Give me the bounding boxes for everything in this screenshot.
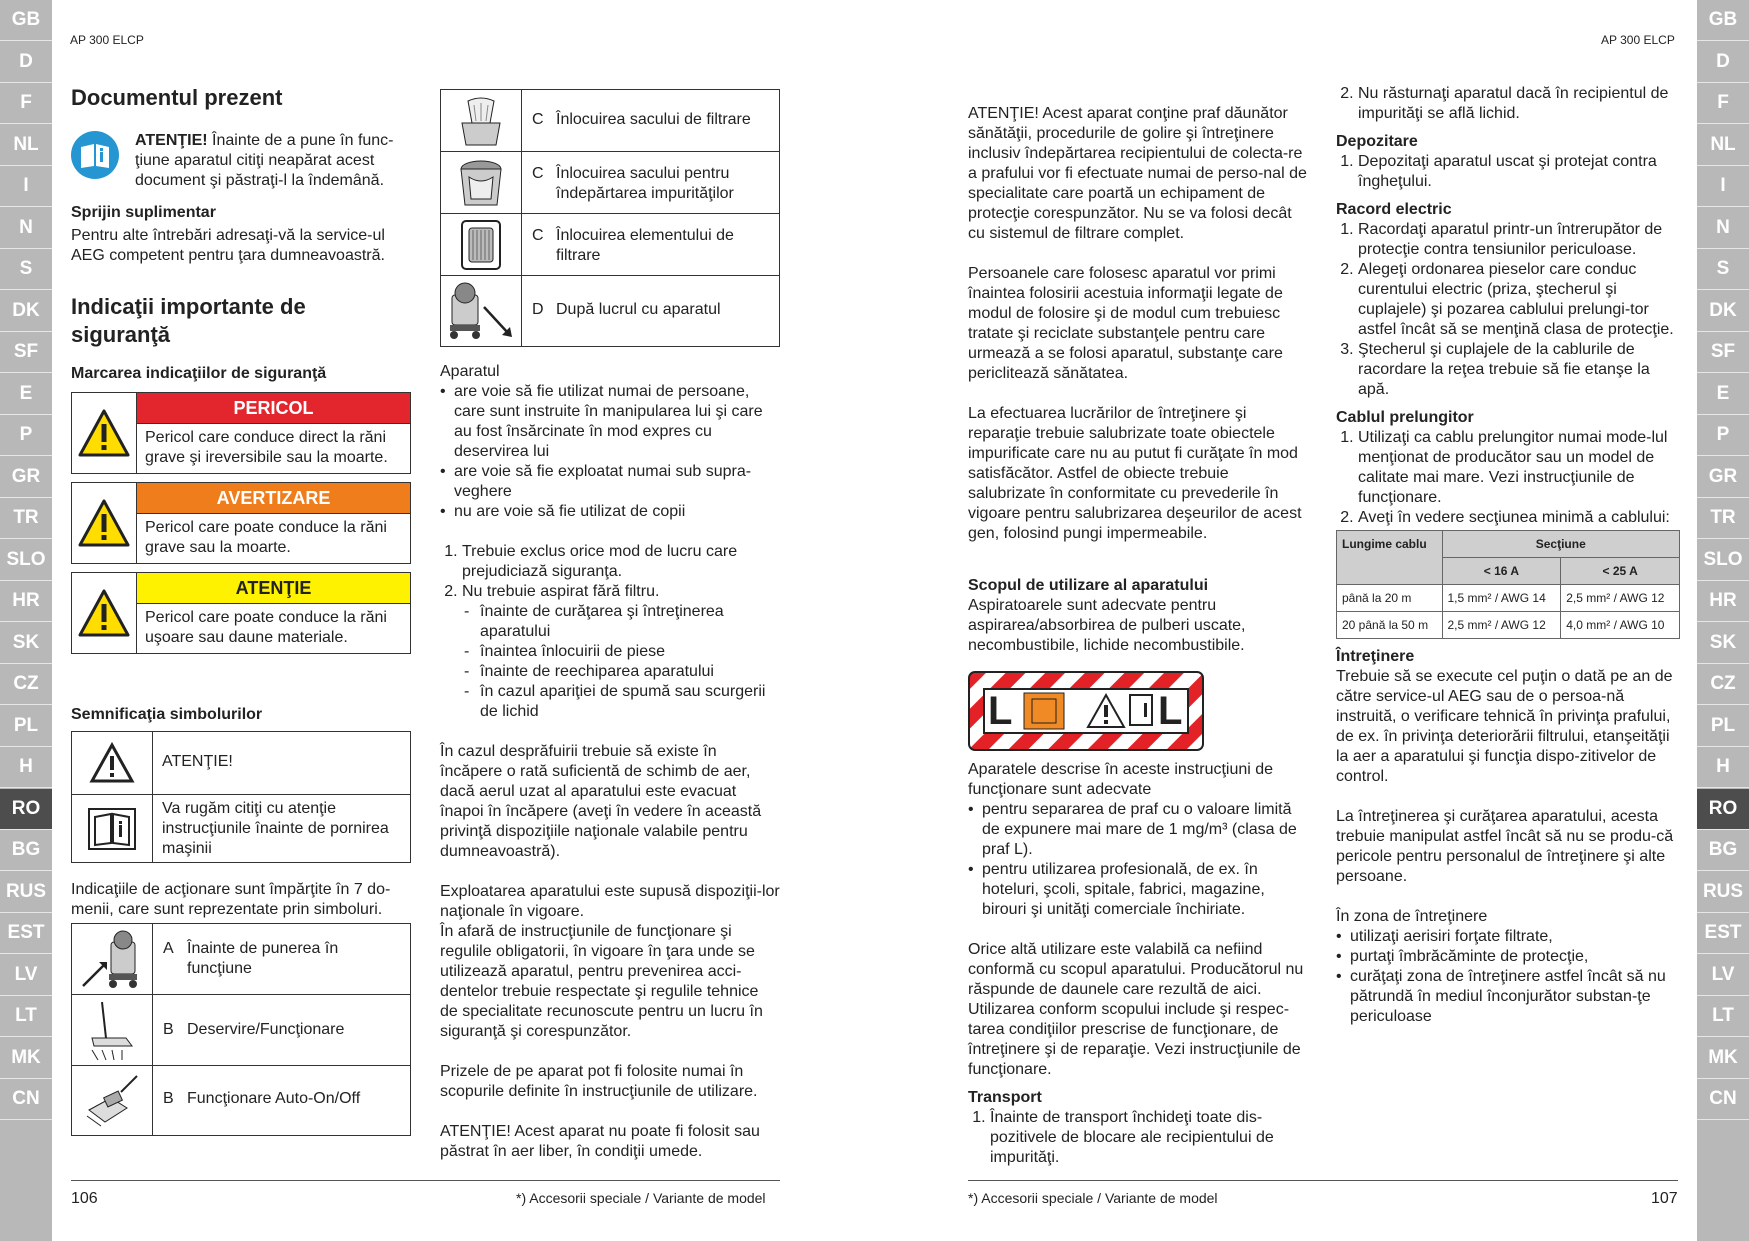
dash-item: - înaintea înlocuirii de piese [480,642,780,662]
cable-col-section: Secţiune [1442,531,1680,558]
hazard-text: Pericol care poate conduce la răni grave sau la moarte. [145,519,387,556]
language-tab-f[interactable]: F [0,83,52,124]
language-tab-bg[interactable]: BG [0,830,52,871]
domain-text: Înlocuirea sacului pentru îndepărtarea impurităţilor [556,165,734,202]
language-tab-cn[interactable]: CN [0,1079,52,1120]
language-tab-nl[interactable]: NL [0,125,52,166]
language-tab-cn[interactable]: CN [1697,1079,1749,1120]
dash-item: - în cazul apariţiei de spumă sau scurgerii de lichid [480,682,780,722]
language-tab-rus[interactable]: RUS [0,872,52,913]
language-tab-est[interactable]: EST [0,913,52,954]
language-tab-hr[interactable]: HR [1697,581,1749,622]
symbol-text: ATENŢIE! [162,753,233,770]
purpose-text: Aspiratoarele sunt adecvate pentru aspirarea/absorbirea de pulberi uscate, necombustibile, lichide necombustibile. [968,597,1246,654]
footer-note: *) Accesorii speciale / Variante de model [968,1190,1218,1206]
electric-heading: Racord electric [1336,201,1452,218]
hazard-label: AVERTIZARE [137,483,410,514]
domains-table [71,923,411,1136]
table-row [1337,585,1680,612]
care-heading: Întreţinere [1336,648,1415,665]
language-tab-cz[interactable]: CZ [1697,664,1749,705]
hazard-label: ATENŢIE [137,573,410,604]
zone-item: • curăţaţi zona de întreţinere astfel încât să nu pătrundă în mediul înconjurător substan-ţe periculoase [1350,967,1676,1027]
language-tab-d[interactable]: D [1697,42,1749,83]
dirt-bag-icon [441,152,522,213]
storage-item: 1. Depozitaţi aparatul uscat şi protejat contra îngheţului. [1358,152,1676,192]
domain-row [441,214,779,276]
safety-rule-text: Nu trebuie aspirat fără filtru. [462,583,660,600]
hazard-text: Pericol care conduce direct la răni grave şi ireversibile sau la moarte. [145,429,388,466]
language-tab-gb[interactable]: GB [0,0,52,41]
filter-bag-icon [441,90,522,151]
vacuum-start-icon [72,924,153,994]
language-tab-est[interactable]: EST [1697,913,1749,954]
maintenance-paragraph: La efectuarea lucrărilor de întreţinere şi reparaţie trebuie salubrizate toate obiectele impurificate care nu au putut fi curăţate în mod satisfăcător. Astfel de obiecte trebuie salubrizate în conformitate cu prevederile în vigoare pentru salubrizarea deşeurilor de acest gen, folosind pungi impermeabile. [968,405,1302,542]
language-tab-hr[interactable]: HR [0,581,52,622]
domain-text: După lucrul cu aparatul [556,301,721,318]
language-tab-e[interactable]: E [0,374,52,415]
transport-item: 1. Înainte de transport închideţi toate dis-pozitivele de blocare ale recipientului de impurităţi. [990,1108,1308,1168]
language-tab-ro[interactable]: RO [1697,789,1749,830]
symbol-row [72,795,410,862]
language-tab-lt[interactable]: LT [0,996,52,1037]
language-tab-dk[interactable]: DK [0,291,52,332]
dust-paragraph: În cazul desprăfuirii trebuie să existe în încăpere o rată suficientă de schimb de aer, dacă aerul uzat al aparatului este evacuat înapoi în încăpere (aveţi în vedere în această privinţă dispoziţiile naţionale valabile pentru dumneavoastră). [440,743,762,860]
transport-heading: Transport [968,1089,1042,1106]
language-tab-sk[interactable]: SK [0,623,52,664]
purpose-heading: Scopul de utilizare al aparatului [968,577,1209,594]
domain-letter: C [532,227,544,244]
language-tab-lv[interactable]: LV [1697,955,1749,996]
language-tab-pl[interactable]: PL [0,706,52,747]
header-model-right: AP 300 ELCP [1601,33,1675,47]
language-tab-s[interactable]: S [0,249,52,290]
language-tab-gb[interactable]: GB [1697,0,1749,41]
electric-item: 2. Alegeţi ordonarea pieselor care conduc curentului electric (priza, ştecherul şi cuplajele) şi pozarea cablului prelungi-tor astfel încât să se menţină clasa de protecţie. [1358,260,1676,340]
safety-title: Indicaţii importante de siguranţă [71,294,306,347]
language-tab-tr[interactable]: TR [0,498,52,539]
safety-rule [462,582,780,602]
marking-heading: Marcarea indicaţiilor de siguranţă [71,365,327,382]
cable-length-cell: 20 până la 50 m [1337,612,1443,639]
device-bullet: • are voie să fie exploatat numai sub supra-veghere [454,462,780,502]
hazard-warning-icon [72,393,137,473]
domains-table-2 [440,89,780,347]
cable-col-16a: < 16 A [1442,558,1561,585]
right-col1 [968,104,1308,656]
cable-length-cell: până la 20 m [1337,585,1443,612]
language-tab-e[interactable]: E [1697,374,1749,415]
language-tab-n[interactable]: N [1697,208,1749,249]
footer-divider [968,1180,1678,1181]
warning-triangle-icon [72,732,153,794]
rules-paragraph: În afară de instrucţiunile de funcţionare şi regulile obligatorii, în vigoare în ţara unde se utilizează aparatul, pentru prevenirea acci-dentelor trebuie respectate şi regulile tehnice de specialitate recunoscute pentru un lucru în siguranţă şi corespunzător. [440,923,763,1040]
page-title: Documentul prezent [71,85,283,110]
dust-class-letter-left: L [988,689,1013,733]
language-tab-p[interactable]: P [0,415,52,456]
devices-text: Aparatele descrise în aceste instrucţiuni de funcţionare sunt adecvate [968,761,1274,798]
language-tab-pl[interactable]: PL [1697,706,1749,747]
vacuum-after-use-icon [441,276,522,346]
language-tab-nl[interactable]: NL [1697,125,1749,166]
hazard-warning-icon [72,483,137,563]
cable-table [1336,530,1680,639]
filter-element-icon [441,214,522,275]
domain-text: Înlocuirea elementului de filtrare [556,227,734,264]
dust-class-l-label [968,671,1204,751]
language-tab-s[interactable]: S [1697,249,1749,290]
cable-16a-cell: 2,5 mm² / AWG 12 [1442,612,1561,639]
language-tab-lt[interactable]: LT [1697,996,1749,1037]
cable-25a-cell: 2,5 mm² / AWG 12 [1561,585,1680,612]
exploit-paragraph: Exploatarea aparatului este supusă dispoziţii-lor naţionale în vigoare. [440,883,780,920]
language-tab-sf[interactable]: SF [1697,332,1749,373]
extension-item: 1. Utilizaţi ca cablu prelungitor numai mode-lul menţionat de producător sau un model de calitate mai mare. Vezi instrucţiunile de funcţionare. [1358,428,1676,508]
zone-item: • purtaţi îmbrăcăminte de protecţie, [1350,947,1676,967]
hazard-box [71,482,411,564]
other-use-paragraph: Orice altă utilizare este valabilă ca nefiind conformă cu scopul aparatului. Producătorul nu răspunde de daunele care rezultă de aici. Utilizarea conform scopului include şi respec-tarea condiţiilor prescrise de funcţionare, de întreţinere şi de reparaţie. Vezi instrucţiunile de funcţionare. [968,941,1304,1078]
info-book-icon [70,130,120,180]
safety-rule: 1. Trebuie exclus orice mod de lucru care prejudiciază siguranţa. [462,542,780,582]
attention-note [135,131,411,191]
symbol-row [72,732,410,795]
cable-col-25a: < 25 A [1561,558,1680,585]
symbols-table [71,731,411,863]
hazard-label: PERICOL [137,393,410,424]
device-section [440,362,780,1162]
domain-letter: C [532,111,544,128]
language-tab-gr[interactable]: GR [0,457,52,498]
language-sidebar-left [0,0,52,1241]
care-text: Trebuie să se execute cel puţin o dată pe an de către service-ul AEG sau de o persoa-nă instruită, o verificare tehnică în privinţa prafului, de ex. în privinţa deteriorării filtrului, etanşeităţii la aer a aparatului şi funcţia dispo-zitivelor de control. [1336,668,1673,785]
floor-nozzle-icon [72,995,153,1065]
language-tab-d[interactable]: D [0,42,52,83]
domain-row [72,1066,410,1135]
language-tab-bg[interactable]: BG [1697,830,1749,871]
electric-item: 3. Ştecherul şi cuplajele de la cablurile de racordare la reţea trebuie să fie etanşe la apă. [1358,340,1676,400]
domain-letter: A [163,940,174,957]
header-model-left: AP 300 ELCP [70,33,144,47]
language-tab-h[interactable]: H [1697,747,1749,788]
domain-text: Deservire/Funcţionare [187,1021,345,1038]
outdoor-paragraph: ATENŢIE! Acest aparat nu poate fi folosit sau păstrat în aer liber, în condiţii umede. [440,1123,760,1160]
hazard-box [71,572,411,654]
domain-text: Funcţionare Auto-On/Off [187,1090,361,1107]
domains-intro: Indicaţiile de acţionare sunt împărţite în 7 do-menii, care sunt reprezentate prin simboluri. [71,881,391,918]
language-tab-rus[interactable]: RUS [1697,872,1749,913]
language-tab-cz[interactable]: CZ [0,664,52,705]
cable-16a-cell: 1,5 mm² / AWG 14 [1442,585,1561,612]
extension-heading: Cablul prelungitor [1336,409,1474,426]
language-tab-h[interactable]: H [0,747,52,788]
storage-heading: Depozitare [1336,133,1418,150]
domain-letter: D [532,301,544,318]
support-heading: Sprijin suplimentar [71,204,216,221]
language-tab-gr[interactable]: GR [1697,457,1749,498]
cable-col-length: Lungime cablu [1337,531,1443,585]
power-tool-icon [72,1066,153,1135]
language-tab-n[interactable]: N [0,208,52,249]
hazard-text: Pericol care poate conduce la răni uşoare sau daune materiale. [145,609,387,646]
language-tab-sf[interactable]: SF [0,332,52,373]
language-tab-lv[interactable]: LV [0,955,52,996]
dust-class-letter-right: L [1158,689,1183,733]
support-text: Pentru alte întrebări adresaţi-vă la service-ul AEG competent pentru ţara dumneavoastră. [71,227,385,264]
read-manual-icon [72,795,153,862]
domain-row [72,924,410,995]
dash-item: - înainte de curăţarea şi întreţinerea aparatului [480,602,780,642]
domain-row [72,995,410,1066]
domain-text: Înainte de punerea în funcţiune [187,940,339,977]
language-tab-f[interactable]: F [1697,83,1749,124]
device-suitable-bullet: • pentru utilizarea profesională, de ex. în hoteluri, şcoli, spitale, fabrici, magazine, birouri şi unităţi comerciale închiriate. [982,860,1308,920]
domain-letter: B [163,1021,174,1038]
transport-item: 2. Nu răsturnaţi aparatul dacă în recipientul de impurităţi se află lichid. [1358,84,1676,124]
device-bullet: • are voie să fie utilizat numai de persoane, care sunt instruite în manipularea lui şi care au fost însărcinate în mod expres cu deservirea lui [454,382,780,462]
language-tab-ro[interactable]: RO [0,789,52,830]
dash-item: - înainte de reechiparea aparatului [480,662,780,682]
language-tab-i[interactable]: I [1697,166,1749,207]
device-bullet: • nu are voie să fie utilizat de copii [454,502,780,522]
domain-text: Înlocuirea sacului de filtrare [556,111,751,128]
users-paragraph: Persoanele care folosesc aparatul vor primi înaintea folosirii acestuia informaţii legate de modul de folosire şi de modul cum trebuiesc tratate şi reciclate substanţele pentru care urmează a se folosi aparatul, substanţe care periclitează sănătatea. [968,265,1283,382]
language-tab-slo[interactable]: SLO [1697,540,1749,581]
zone-heading: În zona de întreţinere [1336,908,1488,925]
language-tab-i[interactable]: I [0,166,52,207]
language-tab-p[interactable]: P [1697,415,1749,456]
right-col2 [1336,84,1676,1027]
harmful-dust-paragraph: ATENŢIE! Acest aparat conţine praf dăunător sănătăţii, procedurile de golire şi întreţinere inclusiv îndepărtarea recipientului de colecta-re a prafului vor fi efectuate numai de perso-nal de specialitate care poartă un echipament de protecţie corespunzător. Nu se va folosi decât cu sistemul de filtrare complet. [968,105,1307,242]
footer-note: *) Accesorii speciale / Variante de model [516,1190,766,1206]
hazard-warning-icon [72,573,137,653]
domain-letter: B [163,1090,174,1107]
page-number: 107 [1651,1190,1678,1207]
page-number: 106 [71,1190,98,1207]
language-tab-slo[interactable]: SLO [0,540,52,581]
domain-row [441,276,779,346]
electric-item: 1. Racordaţi aparatul printr-un întrerupător de protecţie contra tensiunilor periculoase. [1358,220,1676,260]
zone-item: • utilizaţi aerisiri forţate filtrate, [1350,927,1676,947]
table-row [1337,612,1680,639]
language-tab-mk[interactable]: MK [0,1038,52,1079]
attention-text: Înainte de a pune în func-ţiune aparatul citiţi neapărat acest document şi păstraţi-l la îndemână. [135,132,394,189]
attention-label: ATENŢIE! [135,132,208,149]
language-tab-dk[interactable]: DK [1697,291,1749,332]
care-text-2: La întreţinerea şi curăţarea aparatului, acesta trebuie manipulat astfel încât să nu se produ-că pericole pentru personalul de întreţinere şi alte persoane. [1336,808,1674,885]
language-tab-sk[interactable]: SK [1697,623,1749,664]
sockets-paragraph: Prizele de pe aparat pot fi folosite numai în scopurile definite în instrucţiunile de utilizare. [440,1063,758,1100]
symbols-heading: Semnificaţia simbolurilor [71,706,263,723]
extension-item: 2. Aveţi în vedere secţiunea minimă a cablului: [1358,508,1676,528]
language-sidebar-right [1697,0,1749,1241]
footer-divider [71,1180,780,1181]
symbol-text: Va rugăm citiţi cu atenţie instrucţiunile înainte de pornirea maşinii [162,800,389,857]
domain-row [441,152,779,214]
cable-25a-cell: 4,0 mm² / AWG 10 [1561,612,1680,639]
language-tab-tr[interactable]: TR [1697,498,1749,539]
device-suitable-bullet: • pentru separarea de praf cu o valoare limită de expunere mai mare de 1 mg/m³ (clasa de praf L). [982,800,1308,860]
right-col1-bottom [968,760,1308,1168]
hazard-box [71,392,411,474]
domain-row [441,90,779,152]
domain-letter: C [532,165,544,182]
device-heading: Aparatul [440,363,500,380]
language-tab-mk[interactable]: MK [1697,1038,1749,1079]
